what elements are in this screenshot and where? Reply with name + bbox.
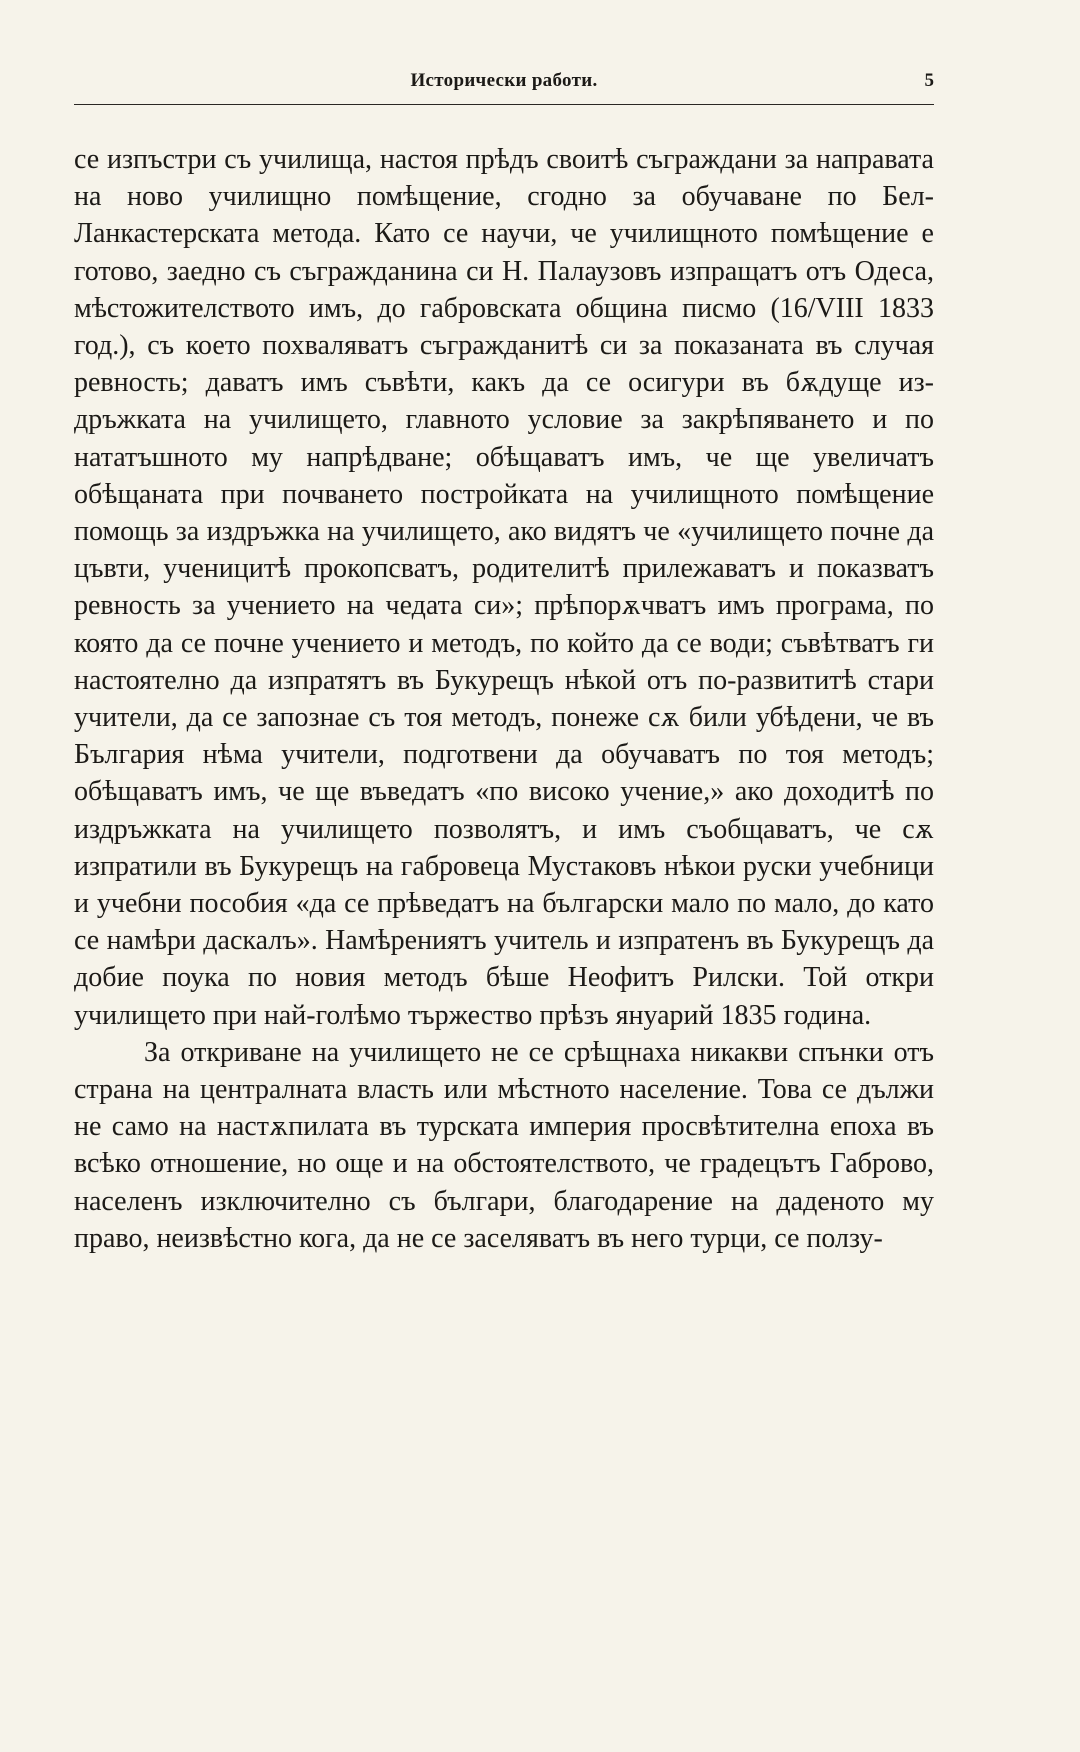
running-header: [74, 68, 934, 108]
page-number: 5: [924, 70, 934, 91]
paragraph: За откриване на училището не се срѣщнаха никакви спънки отъ страна на централната власть или мѣстното население. Това се дължи не само на настѫпилата въ турската империя просвѣтителна епоха въ всѣко отношение, но още и на обстоятелството, че градецътъ Габрово, населенъ изключително съ българи, благодарение на даденото му право, неизвѣстно кога, да не се заселяватъ въ него турци, се ползу-: [74, 1036, 934, 1254]
header-rule: [74, 104, 934, 105]
running-title: Исторически работи.: [410, 70, 598, 91]
paragraph: се изпъстри съ училища, настоя прѣдъ своитѣ съграждани за направата на ново училищно помѣщение, сгодно за обучаване по Бел-Ланкастерската метода. Като се научи, че училищното помѣщение е готово, заедно съ съгражданина си Н. Палаузовъ изпращатъ отъ Одеса, мѣстожителството имъ, до габровската община писмо (16/VIII 1833 год.), съ което похваляватъ съгражданитѣ си за показаната въ случая ревность; даватъ имъ съвѣти, какъ да се осигури въ бѫдуще издръжката на училището, главното условие за закрѣпяването и по нататъшното му напрѣдване; обѣщаватъ имъ, че ще увеличатъ обѣщаната при почването постройката на училищното помѣщение помощь за издръжка на училището, ако видятъ че «училището почне да цъвти, ученицитѣ прокопсватъ, родителитѣ прилежаватъ и показватъ ревность за учението на чедата си»; прѣпорѫчватъ имъ програма, по която да се почне учението и методъ, по който да се води; съвѣтватъ ги настоятелно да изпратятъ въ Букурещъ нѣкой отъ по-развититѣ стари учители, да се запознае съ тоя методъ, понеже сѫ били убѣдени, че въ България нѣма учители, подготвени да обучаватъ по тоя методъ; обѣщаватъ имъ, че ще въведатъ «по високо учение,» ако доходитѣ по издръжката на училището позволятъ, и имъ съобщаватъ, че сѫ изпратили въ Букурещъ на габровеца Мустаковъ нѣкои руски учебници и учебни пособия «да се прѣведатъ на български мало по мало, до като се намѣри даскалъ». Намѣрениятъ учитель и изпратенъ въ Букурещъ да добие поука по новия методъ бѣше Неофитъ Рилски. Той откри училището при най-голѣмо тържество прѣзъ януарий 1835 година.: [74, 144, 934, 1031]
body-text: [74, 141, 934, 1257]
